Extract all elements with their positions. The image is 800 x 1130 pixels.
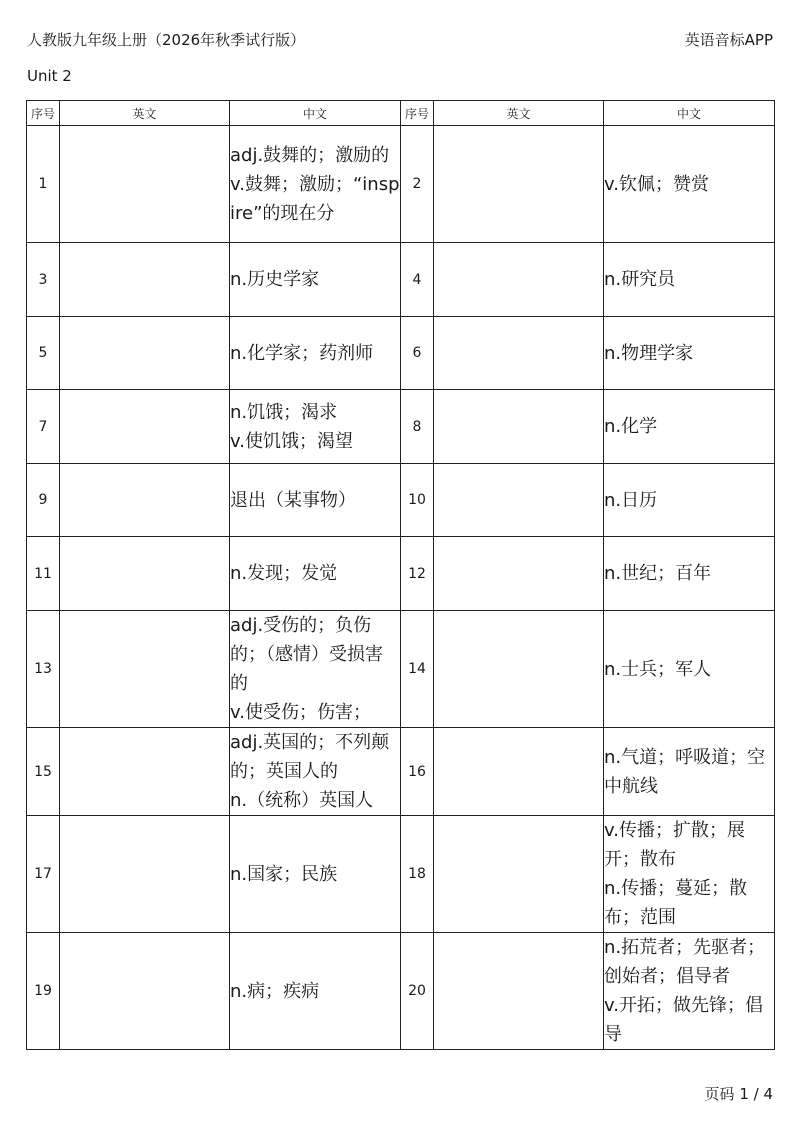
english-answer-cell [60, 317, 230, 390]
item-number: 18 [401, 816, 434, 933]
column-header-chinese: 中文 [604, 101, 775, 126]
chinese-meaning: n.国家；民族 [230, 816, 401, 933]
item-number: 11 [27, 537, 60, 611]
chinese-meaning: n.化学 [604, 390, 775, 464]
item-number: 14 [401, 611, 434, 728]
chinese-meaning: n.世纪；百年 [604, 537, 775, 611]
item-number: 10 [401, 464, 434, 537]
chinese-meaning: n.日历 [604, 464, 775, 537]
item-number: 1 [27, 126, 60, 243]
item-number: 6 [401, 317, 434, 390]
item-number: 12 [401, 537, 434, 611]
chinese-meaning: v.传播；扩散；展开；散布 n.传播；蔓延；散布；范围 [604, 816, 775, 933]
chinese-meaning: n.气道；呼吸道；空中航线 [604, 728, 775, 816]
item-number: 20 [401, 933, 434, 1050]
table-row [27, 933, 775, 1050]
table-header-row [27, 101, 775, 126]
document-title: 人教版九年级上册（2026年秋季试行版） [27, 31, 306, 49]
chinese-meaning: v.钦佩；赞赏 [604, 126, 775, 243]
chinese-meaning: n.历史学家 [230, 243, 401, 317]
column-header-english: 英文 [434, 101, 604, 126]
item-number: 15 [27, 728, 60, 816]
english-answer-cell [60, 933, 230, 1050]
english-answer-cell [434, 243, 604, 317]
english-answer-cell [434, 816, 604, 933]
english-answer-cell [60, 816, 230, 933]
item-number: 4 [401, 243, 434, 317]
english-answer-cell [60, 126, 230, 243]
chinese-meaning: n.拓荒者；先驱者；创始者；倡导者 v.开拓；做先锋；倡导 [604, 933, 775, 1050]
column-header-chinese: 中文 [230, 101, 401, 126]
item-number: 3 [27, 243, 60, 317]
column-header-number: 序号 [27, 101, 60, 126]
column-header-english: 英文 [60, 101, 230, 126]
chinese-meaning: n.研究员 [604, 243, 775, 317]
chinese-meaning: n.饥饿；渴求 v.使饥饿；渴望 [230, 390, 401, 464]
english-answer-cell [434, 933, 604, 1050]
table-row [27, 611, 775, 728]
table-row [27, 126, 775, 243]
english-answer-cell [434, 464, 604, 537]
english-answer-cell [434, 126, 604, 243]
english-answer-cell [60, 464, 230, 537]
item-number: 7 [27, 390, 60, 464]
item-number: 5 [27, 317, 60, 390]
table-row [27, 464, 775, 537]
english-answer-cell [434, 317, 604, 390]
page-number: 页码 1 / 4 [704, 1085, 773, 1103]
english-answer-cell [60, 390, 230, 464]
chinese-meaning: 退出（某事物） [230, 464, 401, 537]
chinese-meaning: n.士兵；军人 [604, 611, 775, 728]
english-answer-cell [434, 537, 604, 611]
english-answer-cell [434, 611, 604, 728]
chinese-meaning: n.化学家；药剂师 [230, 317, 401, 390]
table-row [27, 390, 775, 464]
chinese-meaning: n.物理学家 [604, 317, 775, 390]
column-header-number: 序号 [401, 101, 434, 126]
english-answer-cell [60, 243, 230, 317]
english-answer-cell [60, 611, 230, 728]
chinese-meaning: adj.受伤的；负伤的；（感情）受损害的 v.使受伤；伤害； [230, 611, 401, 728]
item-number: 19 [27, 933, 60, 1050]
chinese-meaning: adj.英国的；不列颠的；英国人的 n.（统称）英国人 [230, 728, 401, 816]
item-number: 9 [27, 464, 60, 537]
unit-title: Unit 2 [27, 67, 72, 85]
english-answer-cell [434, 390, 604, 464]
table-row [27, 728, 775, 816]
item-number: 2 [401, 126, 434, 243]
table-row [27, 243, 775, 317]
table-row [27, 537, 775, 611]
item-number: 17 [27, 816, 60, 933]
vocabulary-table [26, 100, 775, 1050]
item-number: 16 [401, 728, 434, 816]
table-row [27, 317, 775, 390]
item-number: 13 [27, 611, 60, 728]
table-row [27, 816, 775, 933]
english-answer-cell [60, 537, 230, 611]
chinese-meaning: n.病；疾病 [230, 933, 401, 1050]
item-number: 8 [401, 390, 434, 464]
chinese-meaning: adj.鼓舞的；激励的 v.鼓舞；激励；“inspire”的现在分 [230, 126, 401, 243]
app-name: 英语音标APP [684, 31, 773, 49]
english-answer-cell [434, 728, 604, 816]
chinese-meaning: n.发现；发觉 [230, 537, 401, 611]
english-answer-cell [60, 728, 230, 816]
